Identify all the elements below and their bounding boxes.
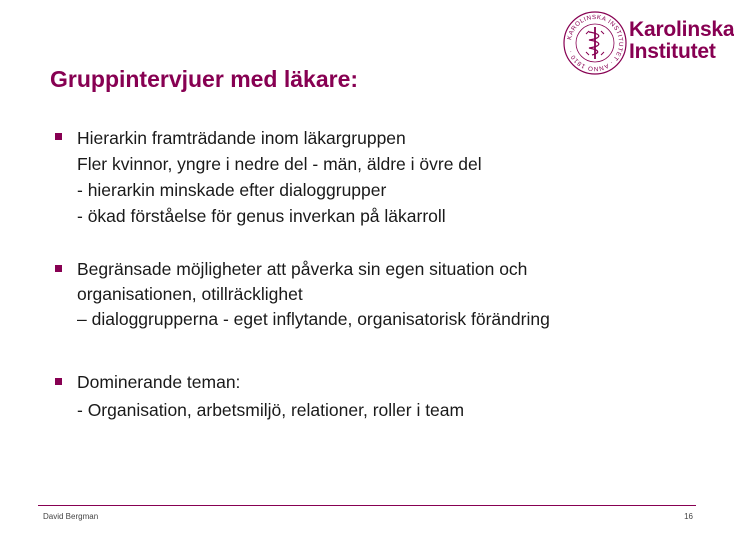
logo-line-1: Karolinska bbox=[629, 18, 734, 41]
square-bullet-icon bbox=[55, 133, 62, 140]
karolinska-wordmark bbox=[629, 19, 734, 63]
footer-author: David Bergman bbox=[43, 512, 99, 521]
bullet-line: Hierarkin framträdande inom läkargruppen bbox=[77, 128, 406, 148]
karolinska-seal-icon bbox=[562, 10, 628, 76]
slide-body bbox=[55, 125, 695, 424]
bullet-line: - ökad förståelse för genus inverkan på läkarroll bbox=[77, 206, 446, 226]
footer-divider bbox=[38, 505, 696, 506]
page-number: 16 bbox=[684, 512, 693, 521]
logo-line-2: Institutet bbox=[629, 40, 716, 63]
bullet-item bbox=[55, 368, 695, 424]
bullet-line: - hierarkin minskade efter dialoggrupper bbox=[77, 180, 387, 200]
slide-title: Gruppintervjuer med läkare: bbox=[50, 66, 359, 92]
bullet-line: Fler kvinnor, yngre i nedre del - män, äldre i övre del bbox=[77, 154, 482, 174]
bullet-line: Begränsade möjligheter att påverka sin egen situation och bbox=[77, 259, 528, 279]
svg-text:KAROLINSKA INSTITUTET · ANNO 1: KAROLINSKA INSTITUTET · ANNO 1810 · bbox=[566, 13, 625, 73]
square-bullet-icon bbox=[55, 378, 62, 385]
square-bullet-icon bbox=[55, 265, 62, 272]
bullet-line: – dialoggrupperna - eget inflytande, organisatorisk förändring bbox=[77, 309, 550, 329]
bullet-item bbox=[55, 257, 695, 332]
bullet-line: Dominerande teman: bbox=[77, 372, 241, 392]
bullet-item bbox=[55, 125, 695, 229]
bullet-line: organisationen, otillräcklighet bbox=[77, 284, 303, 304]
bullet-line: - Organisation, arbetsmiljö, relationer, roller i team bbox=[77, 400, 465, 420]
karolinska-logo bbox=[562, 10, 734, 76]
